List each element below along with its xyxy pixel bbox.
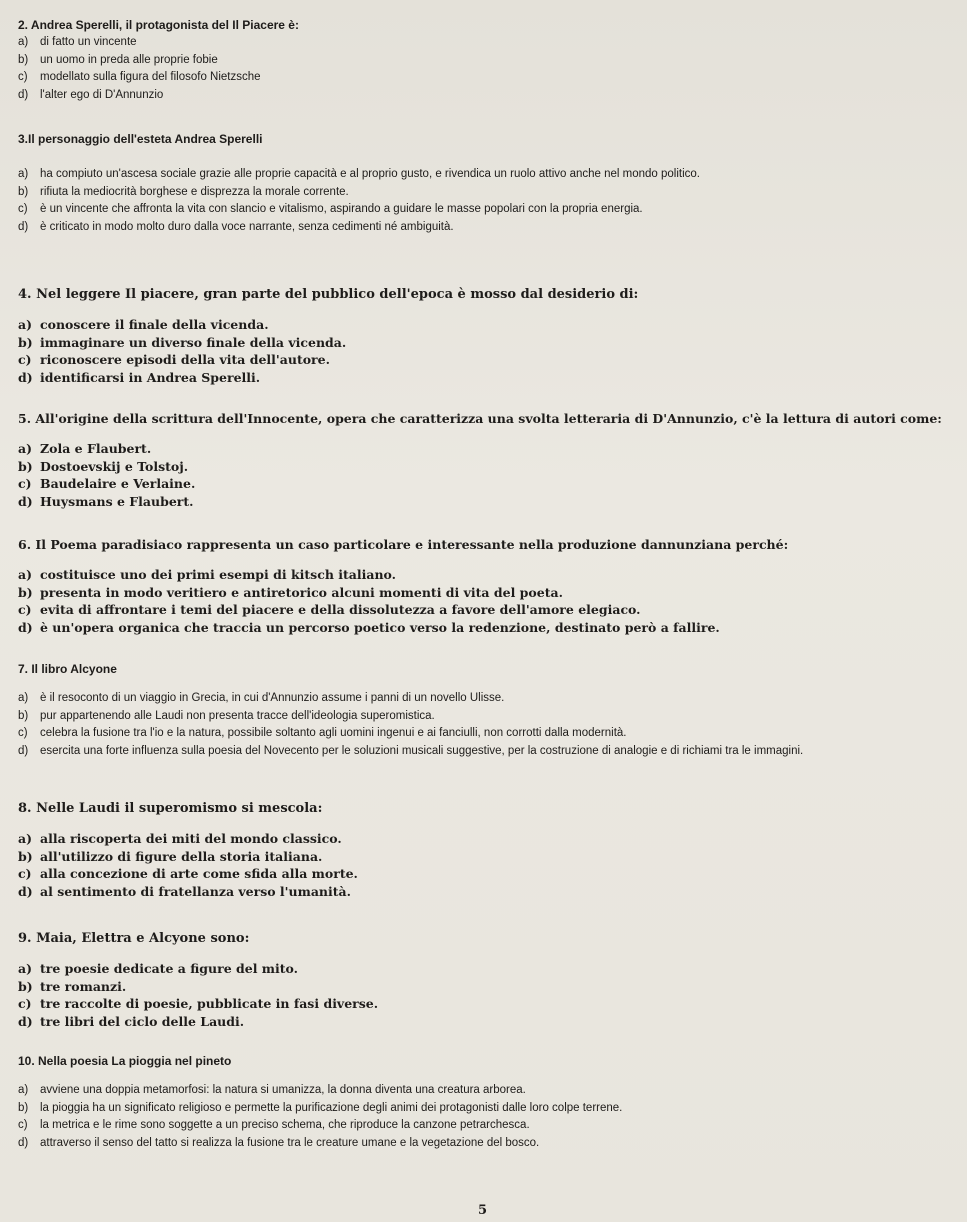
option-d: d) attraverso il senso del tatto si realizza la fusione tra le creature umane e la vegetazione del bosco. (18, 1136, 540, 1149)
question-title: 2. Andrea Sperelli, il protagonista del Il Piacere è: (18, 18, 299, 32)
option-c: c) riconoscere episodi della vita dell'autore. (18, 352, 330, 367)
question-7 (18, 660, 949, 760)
option-b: b) rifiuta la mediocrità borghese e disprezza la morale corrente. (18, 185, 349, 198)
option-d: d) Huysmans e Flaubert. (18, 493, 194, 509)
option-d: d) è criticato in modo molto duro dalla voce narrante, senza cedimenti né ambiguità. (18, 220, 454, 233)
question-title: 9. Maia, Elettra e Alcyone sono: (18, 931, 250, 946)
page-number: 5 (478, 1203, 488, 1218)
option-b: b) tre romanzi. (18, 978, 127, 994)
question-title: 4. Nel leggere Il piacere, gran parte del pubblico dell'epoca è mosso dal desiderio di: (18, 287, 639, 302)
option-d: d) al sentimento di fratellanza verso l'umanità. (18, 883, 351, 899)
question-3 (18, 130, 949, 236)
option-b: b) immaginare un diverso finale della vicenda. (18, 334, 347, 350)
question-9 (18, 930, 949, 1030)
option-a: a) avviene una doppia metamorfosi: la natura si umanizza, la donna diventa una creatura arborea. (18, 1084, 526, 1096)
question-title: 10. Nella poesia La pioggia nel pineto (18, 1054, 232, 1068)
option-b: b) Dostoevskij e Tolstoj. (18, 458, 189, 474)
option-c: c) celebra la fusione tra l'io e la natura, possibile soltanto agli uomini ingenui e ai fanciulli, non corrotti dalla modernità. (18, 727, 627, 739)
option-c: c) è un vincente che affronta la vita con slancio e vitalismo, aspirando a guidare le masse popolari con la propria energia. (18, 203, 643, 215)
option-d: d) esercita una forte influenza sulla poesia del Novecento per le soluzioni musicali suggestive, per la costruzione di analogie e di richiami tra le immagini. (18, 744, 804, 757)
question-10 (18, 1052, 949, 1152)
option-a: a) ha compiuto un'ascesa sociale grazie alle proprie capacità e al proprio gusto, e rivendica un ruolo attivo anche nel mondo politico. (18, 168, 701, 180)
option-d: d) tre libri del ciclo delle Laudi. (18, 1013, 245, 1029)
question-8 (18, 800, 949, 900)
option-a: a) Zola e Flaubert. (18, 441, 152, 456)
option-b: b) pur appartenendo alle Laudi non presenta tracce dell'ideologia superomistica. (18, 709, 435, 722)
option-c: c) la metrica e le rime sono soggette a un preciso schema, che riproduce la canzone petrarchesca. (18, 1119, 530, 1131)
question-title: 6. Il Poema paradisiaco rappresenta un caso particolare e interessante nella produzione dannunziana perché: (18, 537, 789, 552)
option-b: b) un uomo in preda alle proprie fobie (18, 53, 218, 66)
option-b: b) la pioggia ha un significato religioso e permette la purificazione degli animi dei protagonisti dalle loro colpe terrene. (18, 1101, 623, 1114)
question-2 (18, 16, 949, 104)
option-a: a) tre poesie dedicate a figure del mito. (18, 961, 299, 976)
option-c: c) tre raccolte di poesie, pubblicate in fasi diverse. (18, 996, 379, 1011)
option-d: d) identificarsi in Andrea Sperelli. (18, 369, 261, 385)
option-c: c) Baudelaire e Verlaine. (18, 476, 196, 491)
option-a: a) è il resoconto di un viaggio in Grecia, in cui d'Annunzio assume i panni di un novello Ulisse. (18, 692, 505, 704)
option-a: a) costituisce uno dei primi esempi di kitsch italiano. (18, 567, 397, 582)
question-6 (18, 536, 949, 636)
option-c: c) modellato sulla figura del filosofo Nietzsche (18, 71, 261, 83)
question-title: 5. All'origine della scrittura dell'Innocente, opera che caratterizza una svolta letteraria di D'Annunzio, c'è la lettura di autori come: (18, 411, 942, 426)
question-title: 8. Nelle Laudi il superomismo si mescola: (18, 801, 323, 816)
option-a: a) conoscere il finale della vicenda. (18, 317, 269, 332)
option-b: b) all'utilizzo di figure della storia italiana. (18, 848, 323, 864)
option-d: d) è un'opera organica che traccia un percorso poetico verso la redenzione, destinato però a fallire. (18, 619, 720, 635)
question-4 (18, 286, 949, 386)
option-a: a) alla riscoperta dei miti del mondo classico. (18, 831, 342, 846)
question-title: 7. Il libro Alcyone (18, 662, 117, 676)
option-d: d) l'alter ego di D'Annunzio (18, 88, 164, 101)
option-c: c) evita di affrontare i temi del piacere e della dissolutezza a favore dell'amore elegiaco. (18, 602, 641, 617)
question-5 (18, 410, 949, 510)
option-c: c) alla concezione di arte come sfida alla morte. (18, 866, 358, 881)
question-title: 3.Il personaggio dell'esteta Andrea Sperelli (18, 132, 263, 146)
option-b: b) presenta in modo veritiero e antiretorico alcuni momenti di vita del poeta. (18, 584, 563, 600)
option-a: a) di fatto un vincente (18, 36, 137, 48)
